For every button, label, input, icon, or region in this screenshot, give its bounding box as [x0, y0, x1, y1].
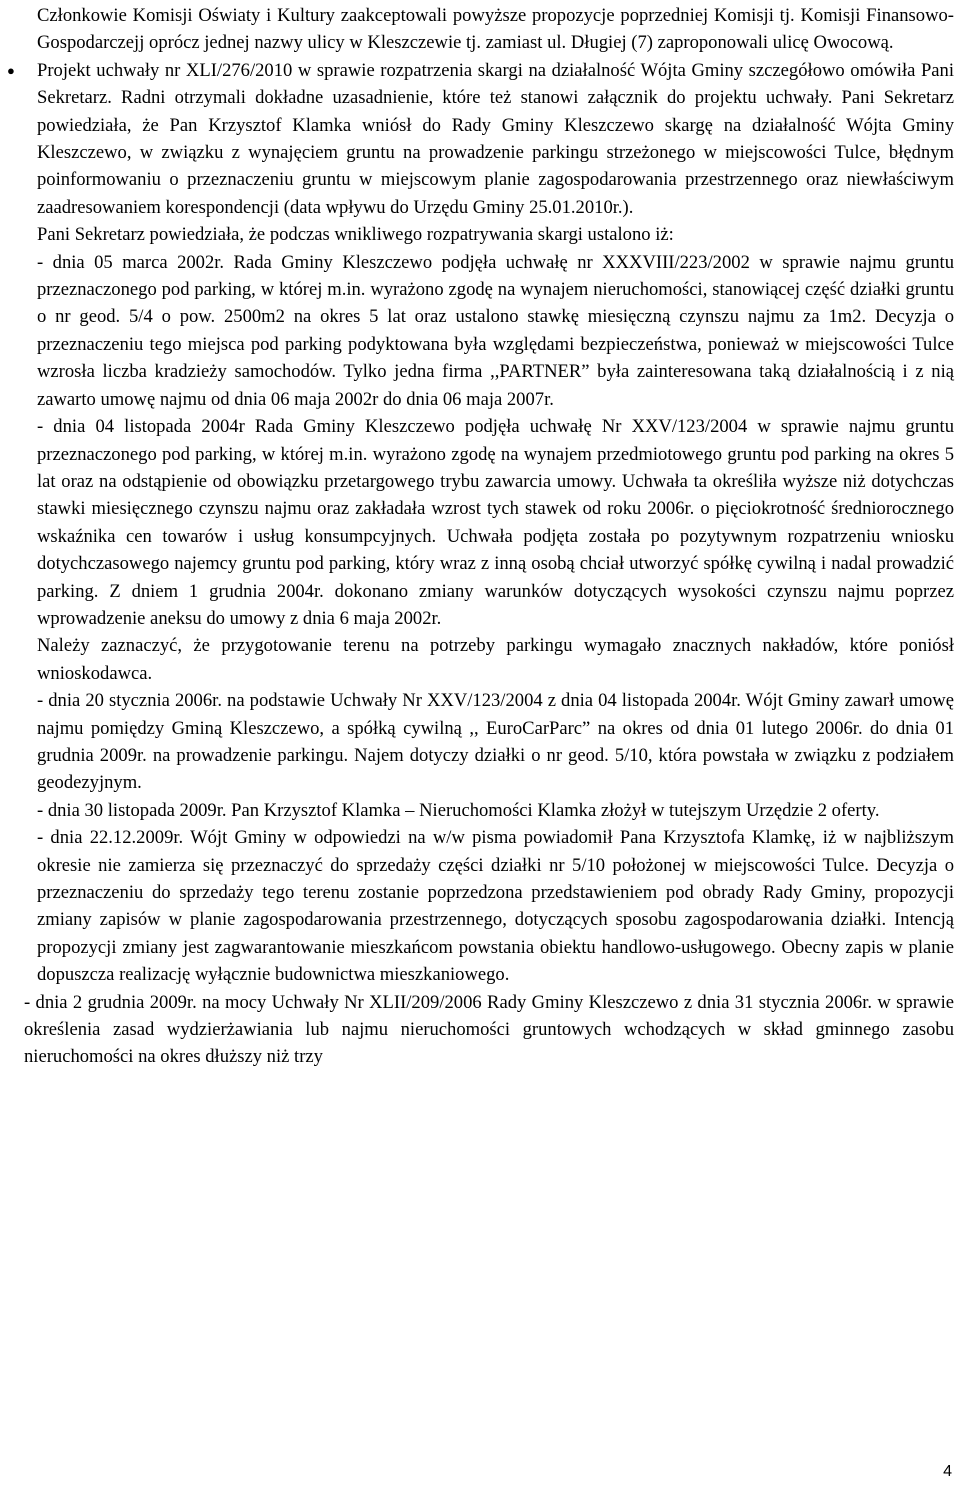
- paragraph-march-2002: - dnia 05 marca 2002r. Rada Gminy Kleszczewo podjęła uchwałę nr XXXVIII/223/2002 w sprawie najmu gruntu przeznaczonego pod parking, w której m.in. wyrażono zgodę na wynajem nieruchomości, stanowiącej część działki gruntu o nr geod. 5/4 o pow. 2500m2 na okres 5 lat oraz ustalono stawkę miesięczną czynszu najmu za 1m2. Decyzja o przeznaczeniu tego miejsca pod parking podyktowana była względami bezpieczeństwa, ponieważ w miejscowości Tulce wzrosła liczba kradzieży samochodów. Tylko jedna firma ,,PARTNER” była zainteresowana taką działalnością i z nią zawarto umowę najmu od dnia 06 maja 2002r do dnia 06 maja 2007r.: [37, 251, 954, 410]
- paragraph-november-2009: - dnia 30 listopada 2009r. Pan Krzysztof Klamka – Nieruchomości Klamka złożył w tutejszym Urzędzie 2 oferty.: [37, 799, 880, 821]
- bullet-icon: ●: [7, 62, 15, 78]
- paragraph-january-2006: - dnia 20 stycznia 2006r. na podstawie Uchwały Nr XXV/123/2004 z dnia 04 listopada 2004r. Wójt Gminy zawarł umowę najmu pomiędzy Gminą Kleszczewo, a spółką cywilną ,, EuroCarParc” na okres od dnia 01 lutego 2006r. do dnia 01 grudnia 2009r. na prowadzenie parkingu. Najem dotyczy działki o nr geod. 5/10, która powstała w związku z podziałem geodezyjnym.: [37, 690, 954, 794]
- page-number: 4: [943, 1463, 952, 1480]
- paragraph-resolution-complaint-text: Projekt uchwały nr XLI/276/2010 w sprawie rozpatrzenia skargi na działalność Wójta Gminy szczegółowo omówiła Pani Sekretarz. Radni otrzymali dokładne uzasadnienie, które też stanowi załącznik do projektu uchwały. Pani Sekretarz powiedziała, że Pan Krzysztof Klamka wniósł do Rady Gminy Kleszczewo skargę na działalność Wójta Gminy Kleszczewo, w związku z wynajęciem gruntu na prowadzenie parkingu strzeżonego w miejscowości Tulce, błędnym poinformowaniu o przeznaczeniu gruntu w miejscowym planie zagospodarowania przestrzennego oraz niewłaściwym zaadresowaniem korespondencji (data wpływu do Urzędu Gminy 25.01.2010r.).: [37, 59, 954, 218]
- paragraph-findings-intro: Pani Sekretarz powiedziała, że podczas wnikliwego rozpatrywania skargi ustalono iż:: [37, 224, 674, 246]
- paragraph-note-costs: Należy zaznaczyć, że przygotowanie terenu na potrzeby parkingu wymagało znacznych nakładów, które poniósł wnioskodawca.: [37, 635, 954, 684]
- paragraph-november-2004: - dnia 04 listopada 2004r Rada Gminy Kleszczewo podjęła uchwałę Nr XXV/123/2004 w sprawie najmu gruntu przeznaczonego pod parking, w której m.in. wyrażono zgodę na wynajem przedmiotowego gruntu pod parking na okres 5 lat oraz na odstąpienie od obowiązku przetargowego trybu zawarcia umowy. Uchwała ta określiła wyższe niż dotychczas stawki miesięcznego czynszu najmu oraz zakładała wzrost tych stawek od roku 2006r. o pięciokrotność średniorocznego wskaźnika cen towarów i usług konsumpcyjnych. Uchwała podjęta została po pozytywnym rozpatrzeniu wniosku dotychczasowego najemcy gruntu pod parking, który wraz z inną osobą chciał utworzyć spółkę cywilną i nadal prowadzić parking. Z dniem 1 grudnia 2004r. dokonano zmiany warunków dotyczących wysokości czynszu najmu poprzez wprowadzenie aneksu do umowy z dnia 6 maja 2002r.: [37, 416, 954, 629]
- paragraph-december-22-2009: - dnia 22.12.2009r. Wójt Gminy w odpowiedzi na w/w pisma powiadomił Pana Krzysztofa Klamkę, iż w najbliższym okresie nie zamierza się przeznaczyć do sprzedaży części działki nr 5/10 położonej w miejscowości Tulce. Decyzja o przeznaczeniu do sprzedaży tego terenu zostanie poprzedzona przedstawieniem pod obrady Rady Gminy, propozycji zmiany zapisów w planie zagospodarowania przestrzennego, dotyczących sposobu zagospodarowania działki. Intencją propozycji zmiany jest zagwarantowanie mieszkańcom powstania obiektu handlowo-usługowego. Obecny zapis w planie dopuszcza realizację wyłącznie budownictwa mieszkaniowego.: [37, 827, 954, 986]
- paragraph-december-2-2009: - dnia 2 grudnia 2009r. na mocy Uchwały Nr XLII/209/2006 Rady Gminy Kleszczewo z dnia 31 stycznia 2006r. w sprawie określenia zasad wydzierżawiania lub najmu nieruchomości gruntowych wchodzących w skład gminnego zasobu nieruchomości na okres dłuższy niż trzy: [24, 991, 954, 1068]
- paragraph-resolution-complaint: [7, 57, 954, 221]
- paragraph-commission-proposals: Członkowie Komisji Oświaty i Kultury zaakceptowali powyższe propozycje poprzedniej Komisji tj. Komisji Finansowo-Gospodarczejj oprócz jednej nazwy ulicy w Kleszczewie tj. zamiast ul. Długiej (7) zaproponowali ulicę Owocową.: [37, 5, 954, 54]
